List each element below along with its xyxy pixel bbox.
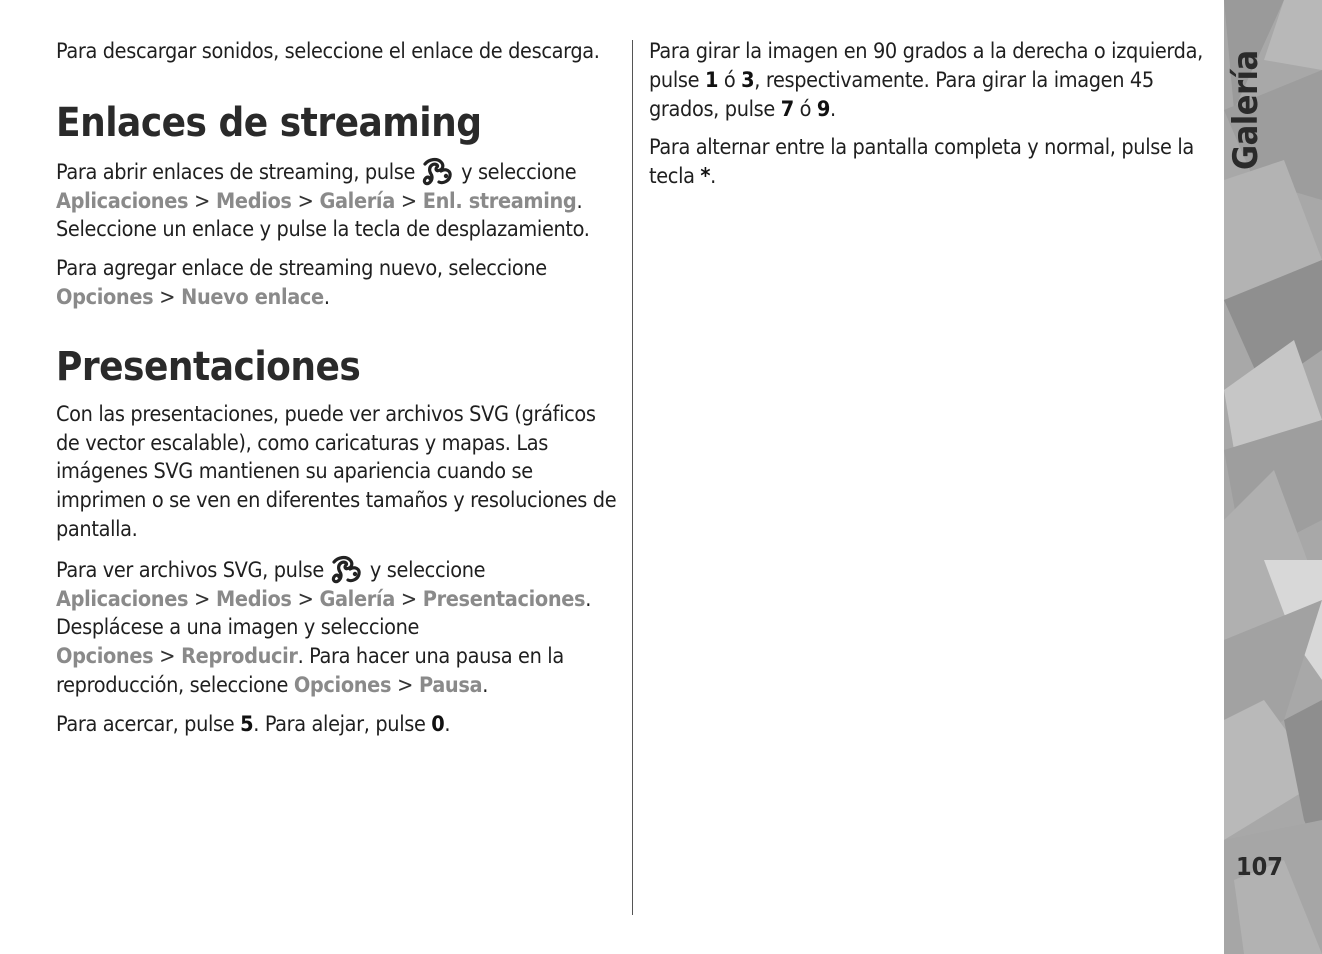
menu-path-item: Reproducir [181, 644, 298, 670]
left-column [56, 38, 622, 750]
menu-path-item: Opciones [56, 284, 154, 310]
intro-text: Para descargar sonidos, seleccione el enlace de descarga. [56, 39, 600, 64]
menu-path-item: Opciones [293, 672, 392, 698]
key-label: 5 [240, 711, 254, 737]
menu-path-item: Presentaciones [422, 586, 586, 612]
key-label: * [700, 164, 711, 190]
menu-key-icon [330, 555, 364, 585]
key-label: 9 [816, 96, 831, 122]
menu-path-item: Enl. streaming [422, 188, 577, 214]
heading-presentaciones: Presentaciones [56, 343, 361, 390]
key-label: 3 [741, 67, 755, 93]
menu-path-item: Pausa [418, 672, 483, 698]
menu-path-item: Galería [319, 188, 395, 214]
key-label: 7 [780, 96, 794, 122]
streaming-paragraph-2: Para agregar enlace de streaming nuevo, seleccione Opciones > Nuevo enlace. [56, 256, 547, 310]
menu-path-item: Nuevo enlace [181, 284, 324, 310]
presentations-paragraph-3: Para acercar, pulse 5. Para alejar, pulse 0. [56, 711, 451, 737]
menu-path-item: Medios [216, 586, 292, 612]
column-divider [632, 40, 633, 915]
menu-path-item: Medios [216, 188, 292, 214]
key-label: 0 [431, 711, 445, 737]
menu-key-icon [421, 157, 455, 187]
menu-path-item: Aplicaciones [56, 586, 189, 612]
key-label: 1 [704, 67, 719, 93]
right-column [649, 38, 1209, 202]
presentations-paragraph-2: Para ver archivos SVG, pulse y seleccione Aplicaciones > Medios > Galería > Presentaciones. Desplácese a una imagen y seleccione Opciones > Reproducir. Para hacer una pausa en la reproducción, seleccione Opciones > Pausa. [56, 555, 622, 701]
heading-enlaces-streaming: Enlaces de streaming [56, 99, 482, 146]
streaming-paragraph-1: Para abrir enlaces de streaming, pulse y seleccione Aplicaciones > Medios > Galería > Enl. streaming. Seleccione un enlace y pulse la tecla de desplazamiento. [56, 157, 622, 245]
chapter-title: Galería [1226, 50, 1266, 170]
presentations-paragraph-1: Con las presentaciones, puede ver archivos SVG (gráficos de vector escalable), como caricaturas y mapas. Las imágenes SVG mantienen su apariencia cuando se imprimen o se ven en diferentes tamaños y resoluciones de pantalla. [56, 401, 617, 542]
menu-path-item: Aplicaciones [56, 188, 189, 214]
menu-path-item: Galería [319, 586, 395, 612]
rotate-paragraph: Para girar la imagen en 90 grados a la derecha o izquierda, pulse 1 ó 3, respectivamente. Para girar la imagen 45 grados, pulse 7 ó 9. [649, 39, 1203, 122]
fullscreen-paragraph: Para alternar entre la pantalla completa y normal, pulse la tecla *. [649, 135, 1194, 190]
page-number: 107 [1236, 852, 1283, 881]
menu-path-item: Opciones [56, 644, 154, 670]
